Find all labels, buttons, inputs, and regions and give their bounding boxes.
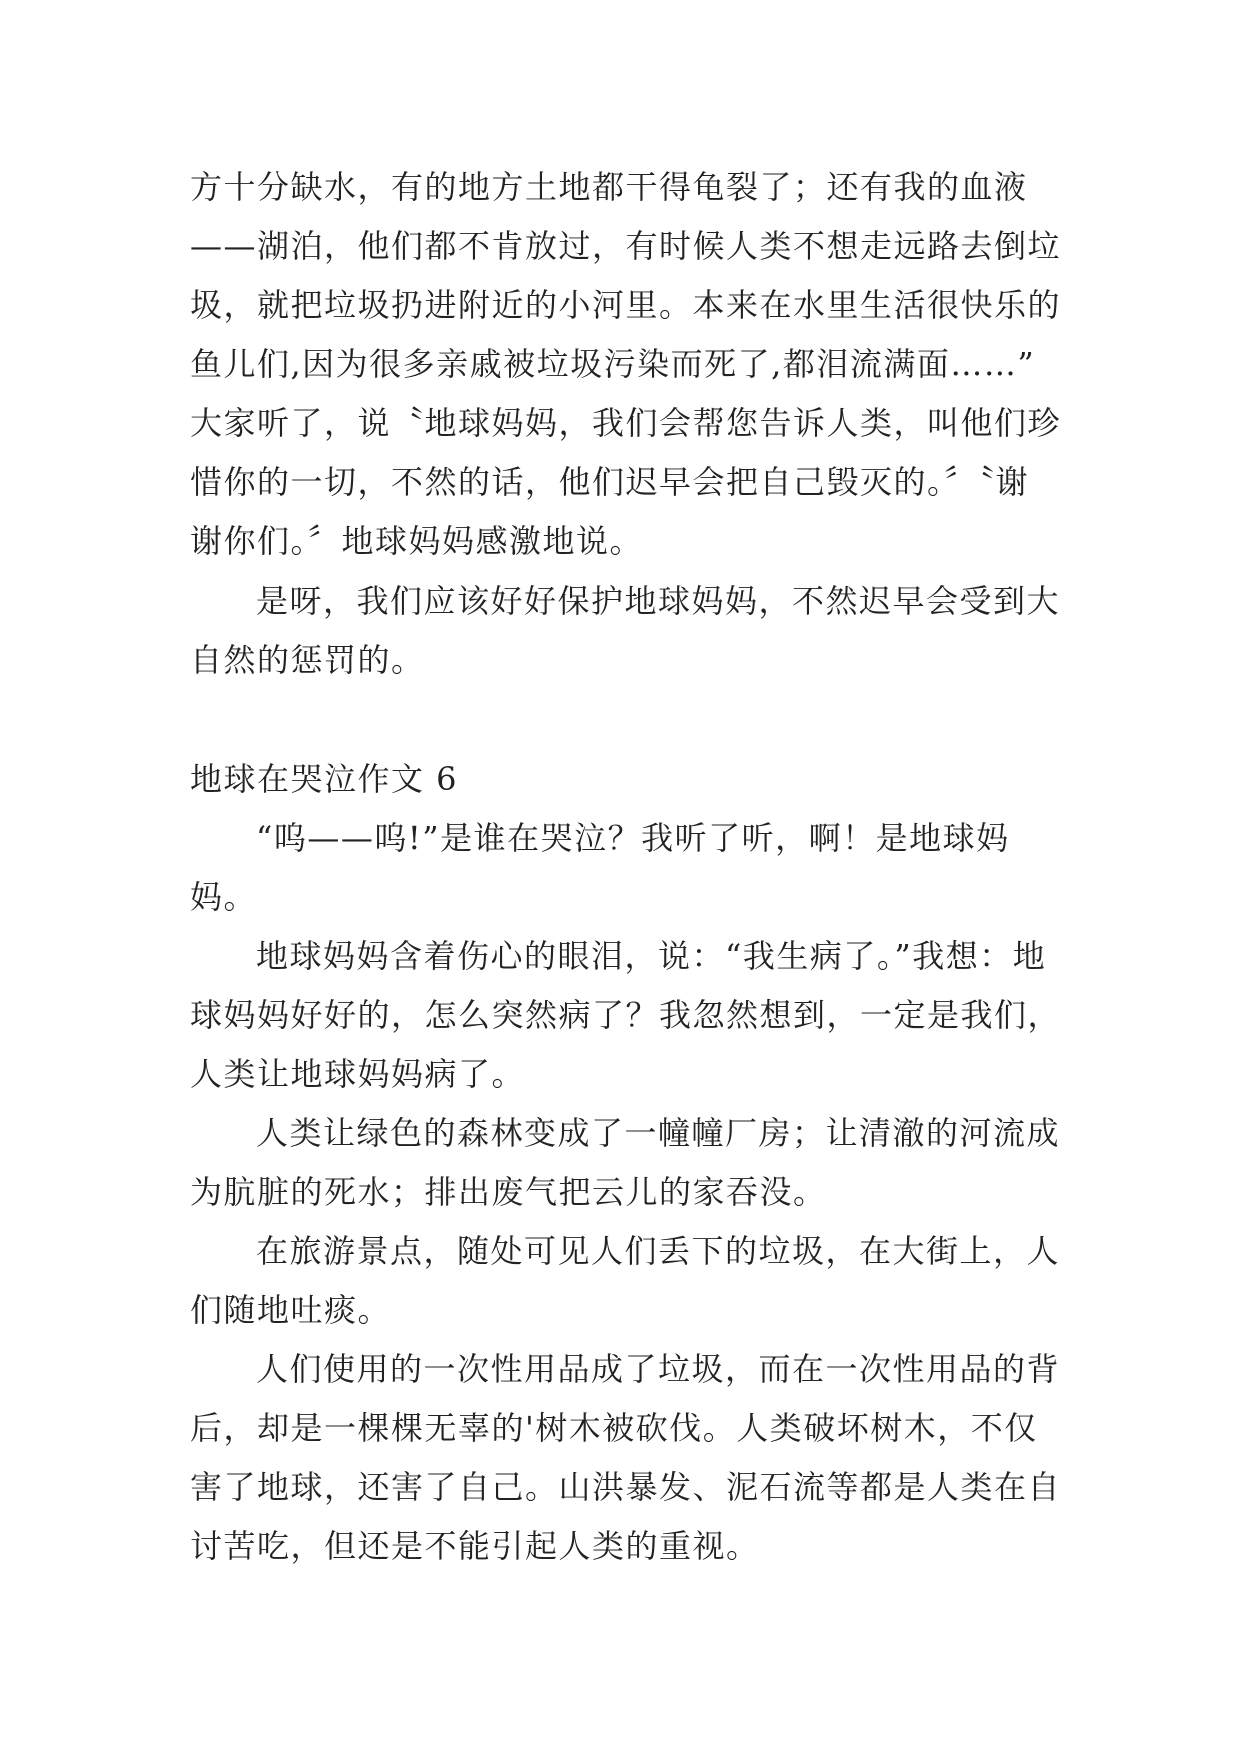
paragraph-line: 在旅游景点，随处可见人们丢下的垃圾，在大街上，人 (256, 1232, 1061, 1270)
paragraph-1 (190, 809, 1060, 927)
paragraph-line: 们随地吐痰。 (190, 1291, 392, 1329)
paragraph-3 (190, 1104, 1060, 1222)
paragraph-line: 大家听了，说〝地球妈妈，我们会帮您告诉人类，叫他们珍 (190, 404, 1062, 442)
paragraph-line: 谢你们。〞地球妈妈感激地说。 (190, 522, 644, 560)
paragraph-line: ——湖泊，他们都不肯放过，有时候人类不想走远路去倒垃 (190, 227, 1062, 265)
paragraph-line: “呜——呜!”是谁在哭泣？我听了听，啊！是地球妈 (256, 819, 1010, 857)
paragraph-continued (190, 158, 1060, 571)
paragraph-5 (190, 1340, 1060, 1576)
paragraph-conclusion (190, 572, 1060, 690)
paragraph-line: 是呀，我们应该好好保护地球妈妈，不然迟早会受到大 (256, 582, 1061, 620)
paragraph-line: 鱼儿们,因为很多亲戚被垃圾污染而死了,都泪流满面……” (190, 345, 1036, 383)
paragraph-line: 自然的惩罚的。 (190, 641, 425, 679)
section-title: 地球在哭泣作文 6 (190, 760, 459, 798)
paragraph-line: 惜你的一切，不然的话，他们迟早会把自己毁灭的。〞〝谢 (190, 463, 1030, 501)
paragraph-line: 圾，就把垃圾扔进附近的小河里。本来在水里生活很快乐的 (190, 286, 1062, 324)
paragraph-line: 为肮脏的死水；排出废气把云儿的家吞没。 (190, 1173, 827, 1211)
paragraph-line: 妈。 (190, 878, 258, 916)
paragraph-line: 害了地球，还害了自己。山洪暴发、泥石流等都是人类在自 (190, 1468, 1062, 1506)
paragraph-line: 球妈妈好好的，怎么突然病了？我忽然想到，一定是我们， (190, 996, 1062, 1034)
paragraph-2 (190, 927, 1060, 1104)
paragraph-line: 人们使用的一次性用品成了垃圾，而在一次性用品的背 (256, 1350, 1061, 1388)
paragraph-4 (190, 1222, 1060, 1340)
paragraph-line: 讨苦吃，但还是不能引起人类的重视。 (190, 1527, 760, 1565)
paragraph-line: 人类让绿色的森林变成了一幢幢厂房；让清澈的河流成 (256, 1114, 1061, 1152)
section-heading (190, 750, 1060, 809)
paragraph-line: 地球妈妈含着伤心的眼泪，说：“我生病了。”我想：地 (256, 937, 1047, 975)
paragraph-line: 后，却是一棵棵无辜的'树木被砍伐。人类破坏树木，不仅 (190, 1409, 1038, 1447)
paragraph-line: 方十分缺水，有的地方土地都干得龟裂了；还有我的血液 (190, 168, 1028, 206)
paragraph-line: 人类让地球妈妈病了。 (190, 1055, 526, 1093)
